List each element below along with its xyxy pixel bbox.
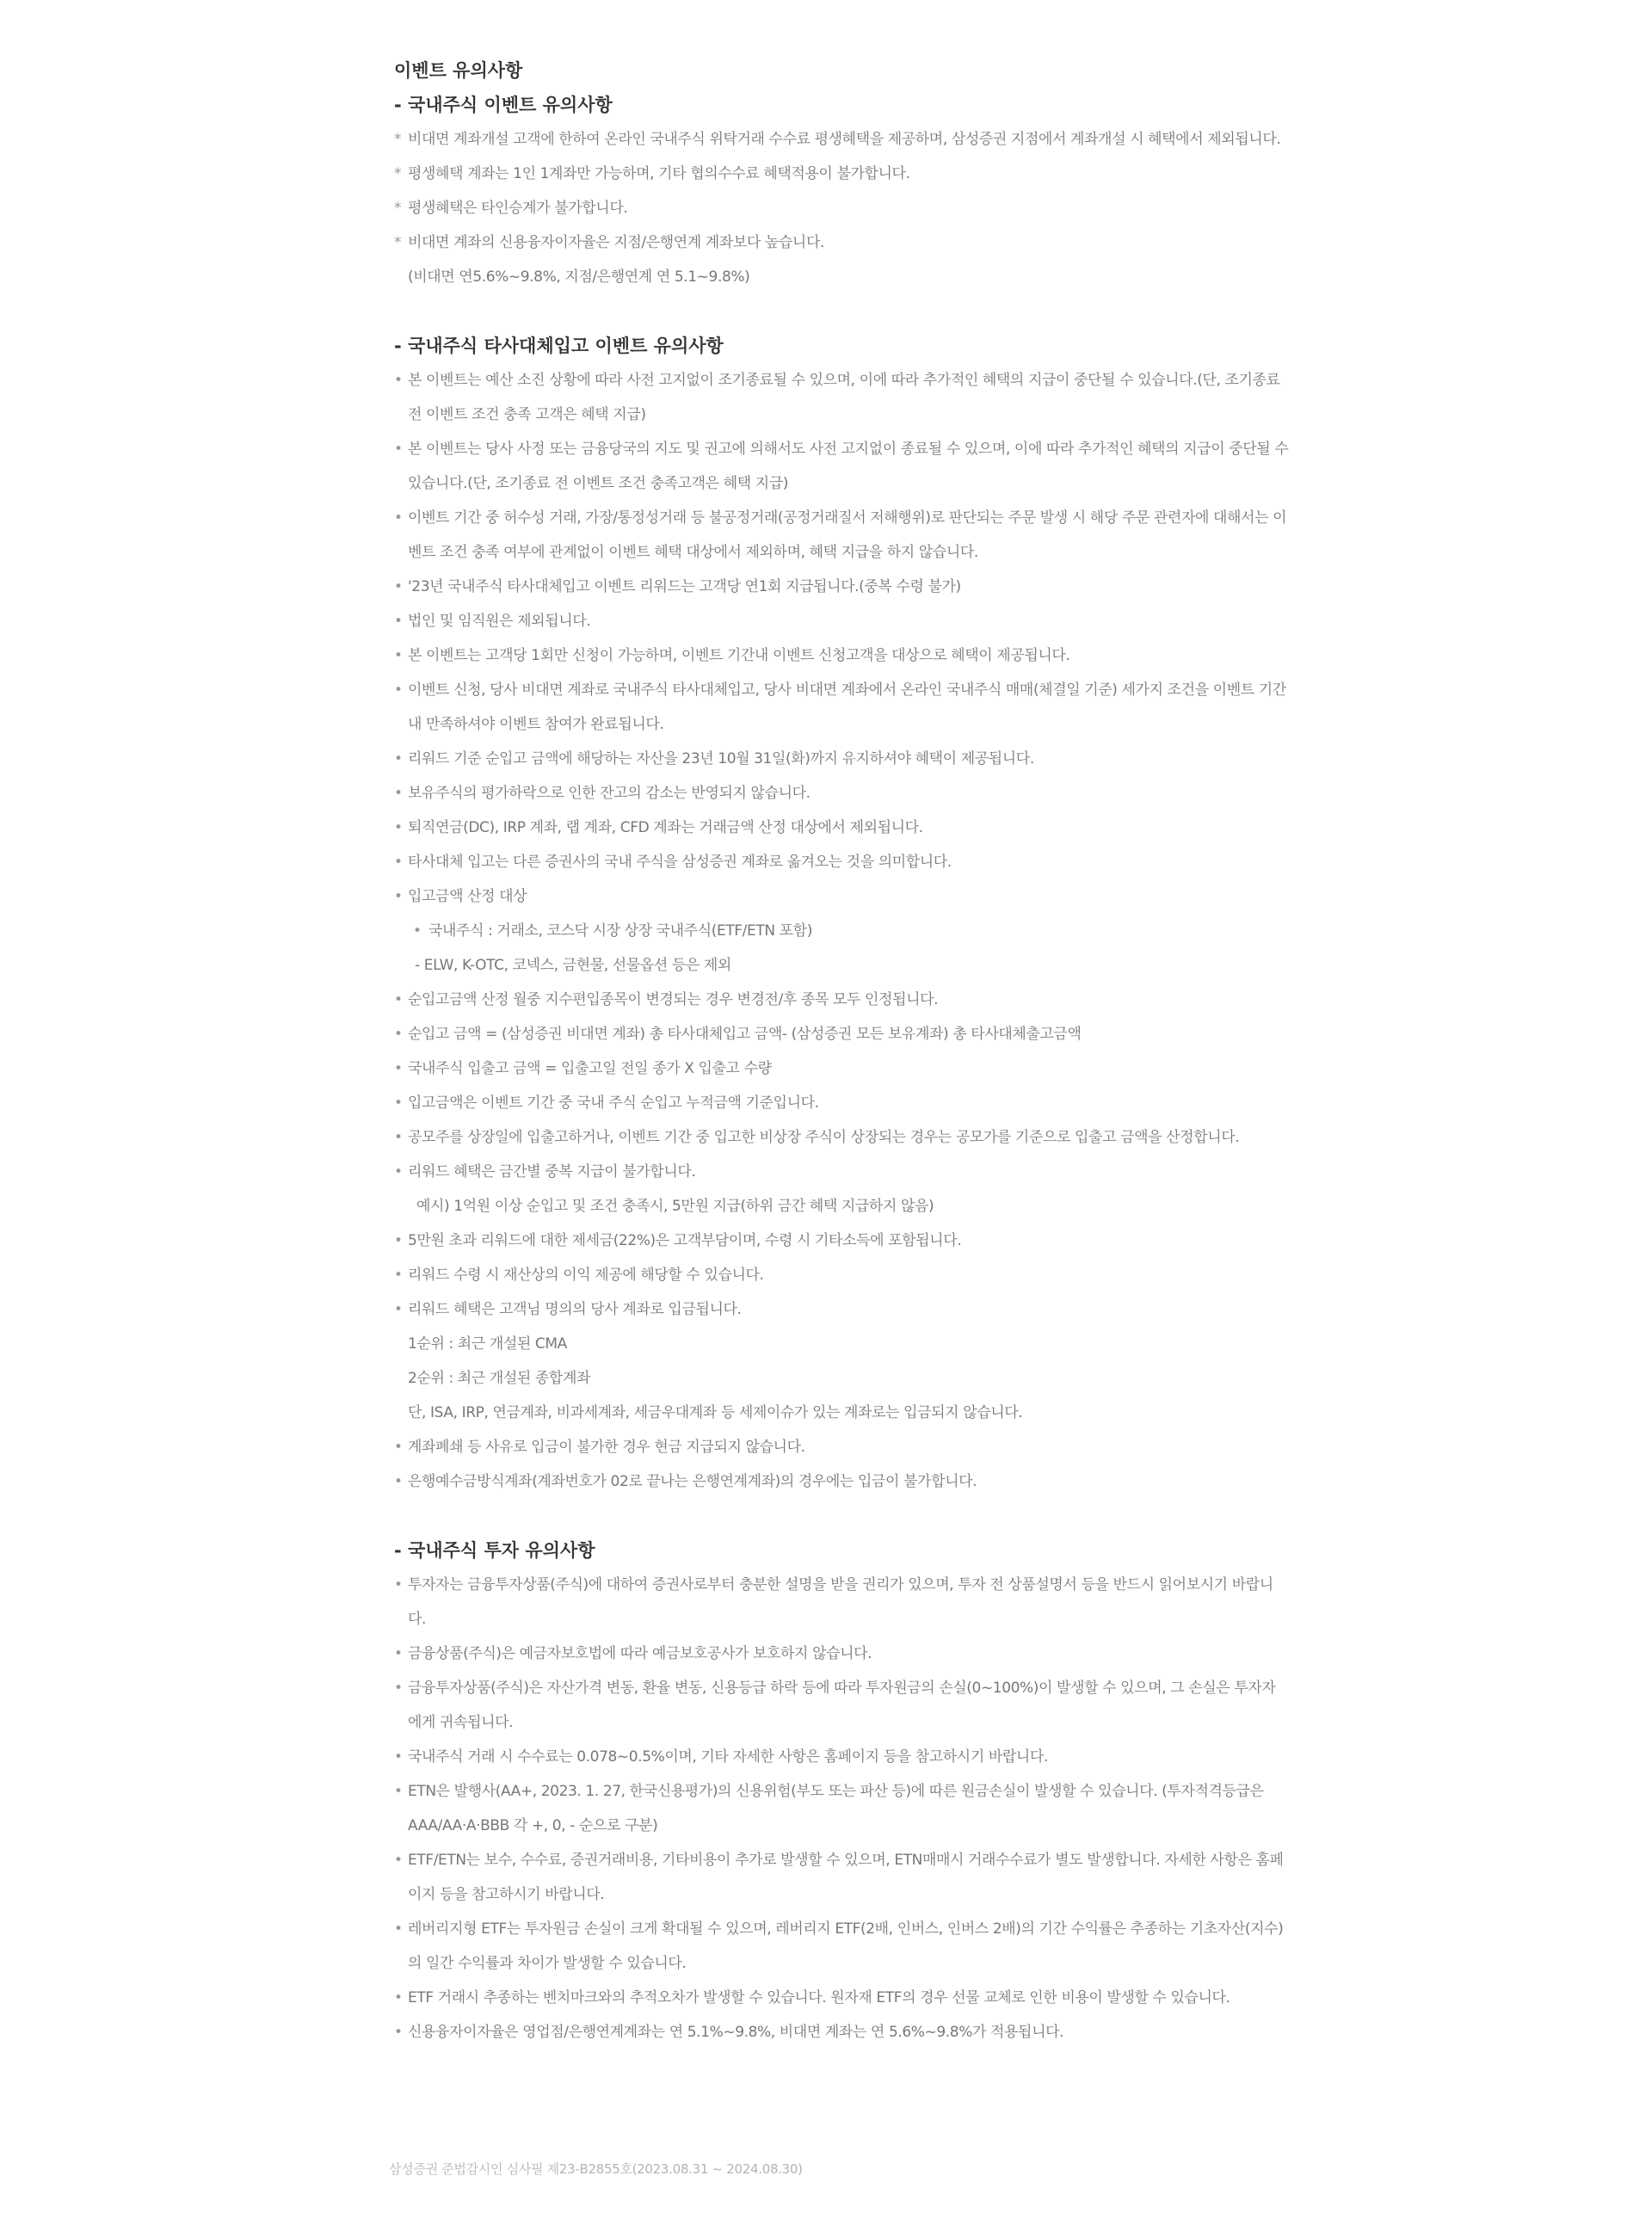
list-item: • 투자자는 금융투자상품(주식)에 대하여 증권사로부터 충분한 설명을 받을 권리가 있으며, 투자 전 상품설명서 등을 반드시 읽어보시기 바랍니다. <box>394 1568 1289 1637</box>
list-item: • 순입고금액 산정 월중 지수편입종목이 변경되는 경우 변경전/후 종목 모두 인정됩니다. <box>394 983 1289 1017</box>
list-item: 단, ISA, IRP, 연금계좌, 비과세계좌, 세금우대계좌 등 세제이슈가 있는 계좌로는 입금되지 않습니다. <box>408 1404 1023 1421</box>
section-domestic-stock-event <box>394 88 1289 294</box>
list-item: • '23년 국내주식 타사대체입고 이벤트 리워드는 고객당 연1회 지급됩니다.(중복 수령 불가) <box>394 570 1289 604</box>
section-title: - 국내주식 이벤트 유의사항 <box>394 95 613 115</box>
list-item: • 리워드 수령 시 재산상의 이익 제공에 해당할 수 있습니다. <box>394 1258 1289 1292</box>
list-item: • 금융투자상품(주식)은 자산가격 변동, 환율 변동, 신용등급 하락 등에 따라 투자원금의 손실(0~100%)이 발생할 수 있으며, 그 손실은 투자자에게 귀속됩니다. <box>394 1671 1289 1740</box>
list-item: • ETF 거래시 추종하는 벤치마크와의 추적오차가 발생할 수 있습니다. 원자재 ETF의 경우 선물 교체로 인한 비용이 발생할 수 있습니다. <box>394 1981 1289 2015</box>
list-item: • 이벤트 기간 중 허수성 거래, 가장/통정성거래 등 불공정거래(공정거래질서 저해행위)로 판단되는 주문 발생 시 해당 주문 관련자에 대해서는 이벤트 조건 충족 여부에 관계없이 이벤트 혜택 대상에서 제외하며, 혜택 지급을 하지 않습니다. <box>394 501 1289 570</box>
compliance-footer: 삼성증권 준법감시인 심사필 제23-B2855호(2023.08.31 ~ 2024.08.30) <box>389 2161 803 2177</box>
list-item: • 본 이벤트는 당사 사정 또는 금융당국의 지도 및 권고에 의해서도 사전 고지없이 종료될 수 있으며, 이에 따라 추가적인 혜택의 지급이 중단될 수 있습니다.(단, 조기종료 전 이벤트 조건 충족고객은 혜택 지급) <box>394 432 1289 501</box>
list-item: • 리워드 혜택은 금간별 중복 지급이 불가합니다. <box>394 1155 1289 1189</box>
list-item: • 본 이벤트는 고객당 1회만 신청이 가능하며, 이벤트 기간내 이벤트 신청고객을 대상으로 혜택이 제공됩니다. <box>394 638 1289 673</box>
list-item: • 타사대체 입고는 다른 증권사의 국내 주식을 삼성증권 계좌로 옮겨오는 것을 의미합니다. <box>394 845 1289 879</box>
list-item: • 금융상품(주식)은 예금자보호법에 따라 예금보호공사가 보호하지 않습니다. <box>394 1637 1289 1671</box>
notice-page <box>394 53 1289 2049</box>
list-item: • 레버리지형 ETF는 투자원금 손실이 크게 확대될 수 있으며, 레버리지 ETF(2배, 인버스, 인버스 2배)의 기간 수익률은 추종하는 기초자산(지수)의 일간 수익률과 차이가 발생할 수 있습니다. <box>394 1912 1289 1981</box>
list-item: • 리워드 혜택은 고객님 명의의 당사 계좌로 입금됩니다. <box>394 1292 1289 1327</box>
list-item: • 공모주를 상장일에 입출고하거나, 이벤트 기간 중 입고한 비상장 주식이 상장되는 경우는 공모가를 기준으로 입출고 금액을 산정합니다. <box>394 1120 1289 1155</box>
page-title: 이벤트 유의사항 <box>394 60 523 81</box>
list-item: 예시) 1억원 이상 순입고 및 조건 충족시, 5만원 지급(하위 금간 혜택 지급하지 않음) <box>416 1198 934 1215</box>
section-title: - 국내주식 타사대체입고 이벤트 유의사항 <box>394 336 724 356</box>
list-item: • 계좌폐쇄 등 사유로 입금이 불가한 경우 현금 지급되지 않습니다. <box>394 1430 1289 1464</box>
list-item: • 이벤트 신청, 당사 비대면 계좌로 국내주식 타사대체입고, 당사 비대면 계좌에서 온라인 국내주식 매매(체결일 기준) 세가지 조건을 이벤트 기간 내 만족하셔야 이벤트 참여가 완료됩니다. <box>394 673 1289 742</box>
notes-list <box>394 122 1289 294</box>
list-item: * 평생혜택은 타인승계가 불가합니다. <box>394 191 1289 225</box>
list-item: * 비대면 계좌의 신용융자이자율은 지점/은행연계 계좌보다 높습니다. <box>394 225 1289 260</box>
list-item: * 비대면 계좌개설 고객에 한하여 온라인 국내주식 위탁거래 수수료 평생혜택을 제공하며, 삼성증권 지점에서 계좌개설 시 혜택에서 제외됩니다. <box>394 122 1289 157</box>
list-item: • ETN은 발행사(AA+, 2023. 1. 27, 한국신용평가)의 신용위험(부도 또는 파산 등)에 따른 원금손실이 발생할 수 있습니다. (투자적격등급은 AAA/AA·A·BBB 각 +, 0, - 순으로 구분) <box>394 1774 1289 1843</box>
list-item: • 은행예수금방식계좌(계좌번호가 02로 끝나는 은행연계계좌)의 경우에는 입금이 불가합니다. <box>394 1464 1289 1499</box>
section-transfer-in-event <box>394 329 1289 1499</box>
list-item: • 법인 및 임직원은 제외됩니다. <box>394 604 1289 638</box>
section-investment-caution <box>394 1533 1289 2049</box>
section-title: - 국내주식 투자 유의사항 <box>394 1540 595 1561</box>
list-item: • 보유주식의 평가하락으로 인한 잔고의 감소는 반영되지 않습니다. <box>394 776 1289 811</box>
list-item: 2순위 : 최근 개설된 종합계좌 <box>408 1370 591 1387</box>
list-item: • 입고금액은 이벤트 기간 중 국내 주식 순입고 누적금액 기준입니다. <box>394 1086 1289 1120</box>
list-item: - ELW, K-OTC, 코넥스, 금현물, 선물옵션 등은 제외 <box>415 957 731 974</box>
list-item: • 퇴직연금(DC), IRP 계좌, 랩 계좌, CFD 계좌는 거래금액 산정 대상에서 제외됩니다. <box>394 811 1289 845</box>
list-item: • 국내주식 : 거래소, 코스닥 시장 상장 국내주식(ETF/ETN 포함) <box>394 914 1289 948</box>
list-item: • 국내주식 거래 시 수수료는 0.078~0.5%이며, 기타 자세한 사항은 홈페이지 등을 참고하시기 바랍니다. <box>394 1740 1289 1774</box>
list-item: • 본 이벤트는 예산 소진 상황에 따라 사전 고지없이 조기종료될 수 있으며, 이에 따라 추가적인 혜택의 지급이 중단될 수 있습니다.(단, 조기종료 전 이벤트 조건 충족 고객은 혜택 지급) <box>394 363 1289 432</box>
list-item: • 국내주식 입출고 금액 = 입출고일 전일 종가 X 입출고 수량 <box>394 1051 1289 1086</box>
list-item: • 순입고 금액 = (삼성증권 비대면 계좌) 총 타사대체입고 금액- (삼성증권 모든 보유계좌) 총 타사대체출고금액 <box>394 1017 1289 1051</box>
notes-list <box>394 363 1289 1499</box>
list-item: • 리워드 기준 순입고 금액에 해당하는 자산을 23년 10월 31일(화)까지 유지하셔야 혜택이 제공됩니다. <box>394 742 1289 776</box>
list-item: • 신용융자이자율은 영업점/은행연계계좌는 연 5.1%~9.8%, 비대면 계좌는 연 5.6%~9.8%가 적용됩니다. <box>394 2015 1289 2049</box>
list-item: • 5만원 초과 리워드에 대한 제세금(22%)은 고객부담이며, 수령 시 기타소득에 포함됩니다. <box>394 1224 1289 1258</box>
list-item: (비대면 연5.6%~9.8%, 지점/은행연계 연 5.1~9.8%) <box>408 268 750 286</box>
list-item: 1순위 : 최근 개설된 CMA <box>408 1335 567 1353</box>
list-item: • 입고금액 산정 대상 <box>394 879 1289 914</box>
list-item: * 평생혜택 계좌는 1인 1계좌만 가능하며, 기타 협의수수료 혜택적용이 불가합니다. <box>394 157 1289 191</box>
notes-list <box>394 1568 1289 2049</box>
list-item: • ETF/ETN는 보수, 수수료, 증권거래비용, 기타비용이 추가로 발생할 수 있으며, ETN매매시 거래수수료가 별도 발생합니다. 자세한 사항은 홈페이지 등을 참고하시기 바랍니다. <box>394 1843 1289 1912</box>
